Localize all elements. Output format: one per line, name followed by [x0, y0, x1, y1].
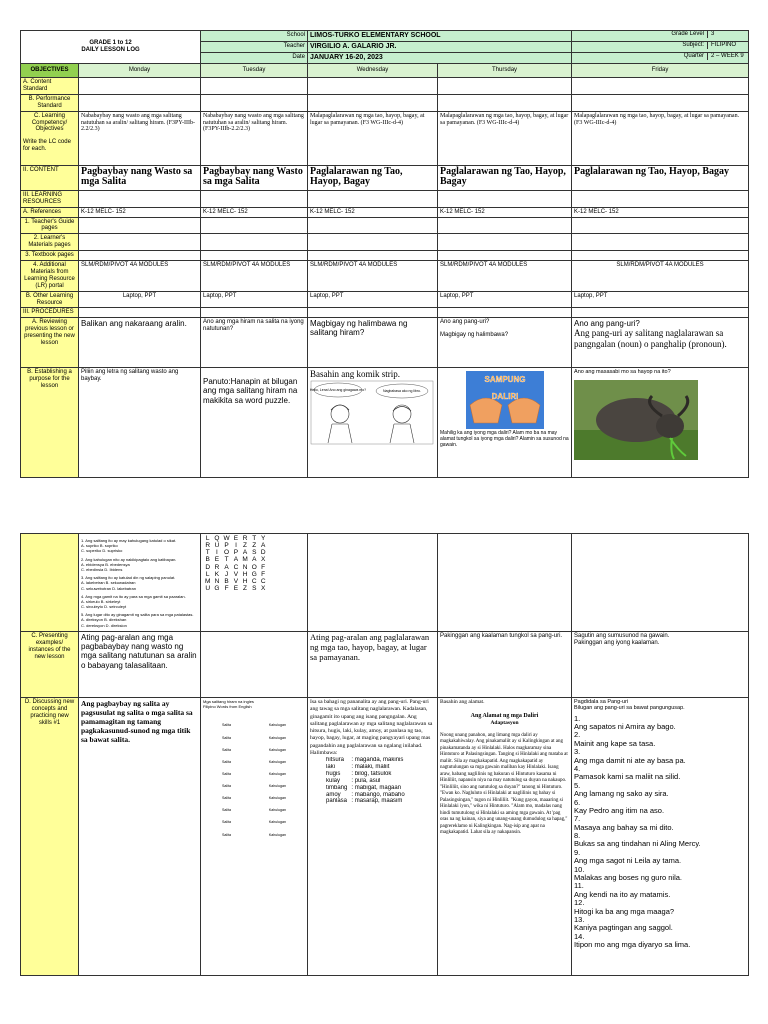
quiz-line: 2. Ang kahulugan nito ay nakikipagtalo ang katibayan.: [81, 556, 177, 562]
loanword-term: Salita: [221, 820, 231, 825]
grade-level-label: Grade Level: [671, 31, 705, 37]
quiz-line: 4. Ang mga gamit na ito ay para sa mga gamit sa paaralan.: [81, 593, 186, 599]
quiz-line: A. lakebetran B. sekuwadatran: [81, 580, 136, 586]
day-tuesday: Tuesday: [201, 64, 308, 78]
puzzle-letter[interactable]: W: [223, 535, 230, 542]
spelling-quiz: [79, 534, 201, 632]
loanword-row: [203, 808, 305, 812]
puzzle-letter[interactable]: P: [233, 549, 239, 557]
sampung-daliri-cover: [466, 371, 544, 429]
item-sentence: Masaya ang bahay sa mi dito.: [574, 822, 674, 832]
puzzle-letter[interactable]: R: [205, 542, 211, 550]
quiz-list: [81, 538, 198, 628]
lesson-log-table-1: [20, 30, 749, 478]
example-category: panlasa: [326, 798, 348, 805]
presenting-wednesday: Ating pag-aralan ang paglalarawan ng mga tao, hayop, bagay, at lugar sa pamayanan.: [308, 632, 438, 698]
lc-thursday: Malapaglalarawan ng mga tao, hayop, bagay, at lugar sa pamayanan. (F3 WG-IIIc-d-4): [438, 111, 572, 165]
puzzle-letter[interactable]: N: [242, 563, 248, 571]
example-row: [324, 771, 407, 778]
item-sentence: Malakas ang boses ng guro nila.: [574, 873, 682, 883]
date-value: JANUARY 16-20, 2023: [308, 53, 572, 64]
quiz-line: 1. Ang salitang ito ay may kahulugang katulad o sikat.: [81, 538, 177, 543]
content-label: II. CONTENT: [21, 165, 79, 190]
puzzle-letter[interactable]: G: [214, 584, 220, 592]
modules-friday: SLM/RDM/PIVOT 4A MODULES: [572, 261, 749, 292]
procedures-label: III. PROCEDURES: [21, 308, 79, 318]
item-sentence: Ang kendi na ito ay matamis.: [574, 889, 671, 899]
word-puzzle: [203, 535, 268, 592]
tuesday-instruction: Panuto:Hanapin at bilugan ang mga salitang hiram na makikita sa word puzzle.: [203, 377, 298, 405]
puzzle-letter[interactable]: Z: [243, 584, 248, 592]
presenting-thursday: Pakinggan ang kaalaman tungkol sa pang-uri.: [438, 632, 572, 698]
content-wednesday: Paglalarawan ng Tao, Hayop, Bagay: [308, 165, 438, 190]
alamat-title: Ang Alamat ng mga Daliri: [470, 713, 539, 720]
example-row: [324, 778, 407, 785]
loanword-meaning: Kahulugan: [268, 771, 287, 776]
example-category: kulay: [326, 777, 341, 784]
quarter-label: Quarter: [683, 53, 705, 60]
content-friday: Paglalarawan ng Tao, Hayop, Bagay: [572, 165, 749, 190]
discussing-monday: Ang pagbaybay ng salita ay pagsusulat ng salita o mga salita sa pamamagitan ng tamang pagkakasunud-sunod ng mga titik sa bawat salita.: [79, 698, 201, 976]
puzzle-letter[interactable]: Z: [243, 542, 248, 550]
references-friday: K-12 MELC- 152: [572, 207, 749, 217]
day-wednesday: Wednesday: [308, 64, 438, 78]
item-number: 14.: [574, 931, 585, 941]
puzzle-letter[interactable]: D: [205, 563, 211, 571]
carabao-head: [656, 414, 684, 438]
loanword-term: Salita: [221, 771, 231, 776]
puzzle-letter[interactable]: B: [205, 556, 210, 564]
discussing-tuesday: [201, 698, 308, 976]
item-number: 5.: [574, 780, 581, 790]
establishing-tuesday: [201, 368, 308, 478]
loanword-row: [203, 723, 305, 727]
loanword-term: Salita: [221, 759, 231, 764]
example-category: laki: [326, 764, 336, 771]
puzzle-letter[interactable]: E: [233, 535, 239, 542]
laptop-monday: Laptop, PPT: [79, 291, 201, 308]
quiz-line: C. soperiko D. suprisko: [81, 548, 123, 554]
loanword-meaning: Kahulugan: [268, 735, 287, 740]
item-sentence: Kaniya pagtingan ang saggol.: [574, 923, 673, 933]
lc-friday: Malapaglalarawan ng mga tao, hayop, bagay, at lugar sa pamayanan. (F3 WG-IIIc-d-4): [572, 111, 749, 165]
thursday-question-1: Ano ang pang-uri?: [440, 319, 490, 326]
laptop-wednesday: Laptop, PPT: [308, 291, 438, 308]
presenting-label: C. Presenting examples/ instances of the new lesson: [21, 632, 79, 698]
day-friday: Friday: [572, 64, 749, 78]
example-row: [324, 757, 407, 764]
modules-tuesday: SLM/RDM/PIVOT 4A MODULES: [201, 261, 308, 292]
loanword-subtitle: Filipino Words from English: [203, 704, 252, 710]
thursday-question-2: Magbigay ng halimbawa?: [440, 332, 509, 339]
item-number: 3.: [574, 747, 581, 757]
content-thursday: Paglalarawan ng Tao, Hayop, Bagay: [438, 165, 572, 190]
loanword-meaning: Kahulugan: [268, 723, 287, 728]
puzzle-letter[interactable]: D: [260, 549, 266, 557]
establishing-friday: [572, 368, 749, 478]
friday-prompt: Ano ang masasabi mo sa hayop na ito?: [574, 369, 671, 376]
establishing-label: B. Establishing a purpose for the lesson: [21, 368, 79, 478]
puzzle-letter[interactable]: M: [205, 577, 211, 585]
friday-exercise-instruction: Bilugan ang pang-uri sa bawat pangungusap.: [574, 705, 685, 712]
example-row: [324, 785, 407, 792]
quiz-line: 3. Ang salitang ito ay katulad din ng salaping panulat.: [81, 575, 176, 581]
puzzle-letter[interactable]: H: [242, 570, 248, 578]
puzzle-letter[interactable]: Y: [260, 535, 266, 542]
bubble-2-text: Nagbabasa ako ng libro.: [383, 388, 421, 393]
quiz-line: A. ebidensya B. ebedensya: [81, 561, 130, 567]
puzzle-letter[interactable]: S: [252, 549, 257, 557]
puzzle-letter[interactable]: R: [242, 535, 248, 542]
puzzle-letter[interactable]: Z: [252, 542, 257, 550]
references-tuesday: K-12 MELC- 152: [201, 207, 308, 217]
friday-exercise-title: Pagdidala sa Pang-uri: [574, 699, 629, 705]
lc-wednesday: Malapaglalarawan ng mga tao, hayop, bagay, at lugar sa pamayanan. (F3 WG-IIIc-d-4): [308, 111, 438, 165]
puzzle-letter[interactable]: T: [205, 549, 210, 557]
content-tuesday: Pagbaybay nang Wasto sa mga Salita: [201, 165, 308, 190]
alamat-story: Noong unang panahon, ang limang mga daliri ay magkakahiwalay. Ang pinakamaliit ay si Kalingkingan at ang pinakamatanda ay si Hinlalaki. Halos magkaramay sina Hintuturo at Palasingsingan. Tanging si Hinlalaki ang mataba at maliit. Sila ay magkakapatid. Ang magkakapatid ay nagtutulungan sa mga gawain maliban kay Hinlalaki. Isang araw, habang naglilinis ng bakuran si Hintuturo kasama ni Hinliliit, napansin niya na may natutulog sa duyan na nakaupo. "Hinliliit, sino ang natutulog sa duyan?" tanong ni Hintuturo. "Ewan ko. Nagluluto si Hinlalaki at naglilinis ng bahay si Palasingsingan," tugon ni Hinliliit. "Kung gayon, maaaring si Hinlalaki iyon," wika ni Hintuturo. "Alam mo, madalas nang hindi tumutulong si Hinlalaki sa aming mga gawain. At 'pag oras na ng kainan, siya ang unang-unang dumudulog sa hapag," pagrereklamo ni Kalingkingan. Nag-isip ang apat na magkakapatid. Lahat sila ay nakapansin.: [440, 732, 568, 836]
puzzle-letter[interactable]: C: [260, 577, 266, 585]
puzzle-letter[interactable]: V: [233, 577, 239, 585]
item-sentence: Itipon mo ang mga diyaryo sa lima.: [574, 940, 691, 950]
example-category: amoy: [326, 791, 341, 798]
quarter-cell: [572, 53, 749, 64]
item-number: 9.: [574, 847, 581, 857]
establishing-monday: Piliin ang letra ng salitang wasto ang baybay.: [79, 368, 201, 478]
item-number: 2.: [574, 730, 581, 740]
reviewing-friday: [572, 318, 749, 368]
lc-title: C. Learning Competency/ Objectives: [31, 112, 68, 133]
puzzle-letter[interactable]: C: [251, 577, 257, 585]
tg-pages-label: 1. Teacher's Guide pages: [21, 217, 79, 234]
quiz-line: 5. Ang lugar dito ay ginagamit ng salita para sa mga patalastas.: [81, 612, 194, 618]
puzzle-letter[interactable]: I: [216, 549, 218, 557]
learning-resources-label: III. LEARNING RESOURCES: [21, 190, 79, 207]
reviewing-monday: Balikan ang nakaraang aralin.: [79, 318, 201, 368]
reviewing-wednesday: Magbigay ng halimbawa ng salitang hiram?: [308, 318, 438, 368]
date-label: Date: [201, 53, 308, 64]
establishing-thursday: [438, 368, 572, 478]
references-label: A. References: [21, 207, 79, 217]
references-thursday: K-12 MELC- 152: [438, 207, 572, 217]
subject-label: Subject:: [682, 42, 705, 49]
lm-pages-label: 2. Learner's Materials pages: [21, 234, 79, 251]
item-number: 8.: [574, 831, 581, 841]
comic-strip-image: [310, 380, 434, 445]
establishing-wednesday: [308, 368, 438, 478]
performance-standard-label: B. Performance Standard: [21, 94, 79, 111]
example-category: timbang: [326, 784, 348, 791]
presenting-friday: [572, 632, 749, 698]
item-number: 10.: [574, 864, 585, 874]
quiz-line: C. ebedinsia D. Ibidens: [81, 566, 123, 572]
textbook-pages-label: 3. Textbook pages: [21, 251, 79, 261]
loanword-term: Salita: [221, 747, 231, 752]
laptop-friday: Laptop, PPT: [572, 291, 749, 308]
discussing-label: D. Discussing new concepts and practicing new skills #1: [21, 698, 79, 976]
quiz-line: A. direksyon B. direkshan: [81, 617, 127, 623]
loanword-term: Salita: [221, 832, 231, 837]
modules-thursday: SLM/RDM/PIVOT 4A MODULES: [438, 261, 572, 292]
item-number: 11.: [574, 881, 584, 891]
puzzle-row: [203, 564, 268, 571]
alamat-intro: Basahin ang alamat.: [440, 699, 485, 705]
loanword-meaning: Kahulugan: [268, 759, 287, 764]
modules-wednesday: SLM/RDM/PIVOT 4A MODULES: [308, 261, 438, 292]
item-sentence: Pamasok kami sa maliit na silid.: [574, 772, 681, 782]
alamat-adaptation: Adaptasyon: [490, 720, 519, 727]
lesson-log-page-2: [20, 533, 748, 977]
loanword-term: Salita: [221, 784, 231, 788]
puzzle-letter[interactable]: C: [233, 563, 239, 571]
puzzle-letter[interactable]: X: [260, 584, 266, 592]
additional-materials-label: 4. Additional Materials from Learning Resource (LR) portal: [21, 261, 79, 292]
friday-question: Ano ang pang-uri?: [574, 319, 640, 329]
day-monday: Monday: [79, 64, 201, 78]
content-monday: Pagbaybay nang Wasto sa mga Salita: [79, 165, 201, 190]
loanword-row: [203, 796, 305, 800]
content-standard-label: A. Content Standard: [21, 78, 79, 95]
puzzle-letter[interactable]: I: [235, 542, 237, 550]
teacher-value: VIRGILIO A. GALARIO JR.: [308, 42, 572, 53]
references-wednesday: K-12 MELC- 152: [308, 207, 438, 217]
puzzle-letter[interactable]: O: [251, 563, 257, 571]
puzzle-letter[interactable]: T: [252, 535, 257, 542]
puzzle-letter[interactable]: N: [214, 577, 220, 585]
other-resources-label: B. Other Learning Resource: [21, 291, 79, 308]
item-number: 6.: [574, 797, 581, 807]
loanword-list: [203, 723, 305, 836]
example-row: [324, 798, 407, 805]
puzzle-letter[interactable]: F: [224, 584, 229, 592]
lc-tuesday: Nababaybay nang wasto ang mga salitang natutuhan sa aralin/ salitang hiram. (F3PY-IIIb-2.2/2.3): [201, 111, 308, 165]
puzzle-letter[interactable]: F: [261, 563, 266, 571]
puzzle-letter[interactable]: T: [224, 556, 229, 564]
discussing-friday: [572, 698, 749, 976]
example-words: : bilog, tatsulok: [351, 770, 392, 777]
friday-exercise-items: [574, 715, 746, 950]
loanword-term: Salita: [221, 796, 231, 801]
puzzle-letter[interactable]: J: [224, 570, 229, 578]
puzzle-letter[interactable]: A: [233, 556, 239, 564]
loanword-row: [203, 784, 305, 788]
subject-value: FILIPINO: [707, 42, 736, 49]
quiz-line: C. sirculeyto D. seirculeyt: [81, 604, 127, 610]
puzzle-letter[interactable]: V: [233, 570, 239, 578]
references-monday: K-12 MELC- 152: [79, 207, 201, 217]
reviewing-label: A. Reviewing previous lesson or presenting the new lesson: [21, 318, 79, 368]
reviewing-tuesday: Ano ang mga hiram na salita na iyong natutunan?: [201, 318, 308, 368]
example-row: [324, 792, 407, 799]
example-category: hitsura: [326, 757, 345, 764]
quiz-line: A. supriko B. sopriko: [81, 543, 118, 549]
example-row: [324, 764, 407, 771]
puzzle-row: [203, 585, 268, 592]
puzzle-row: [203, 542, 268, 549]
laptop-thursday: Laptop, PPT: [438, 291, 572, 308]
puzzle-letter[interactable]: E: [214, 556, 220, 564]
subject-cell: [572, 42, 749, 53]
loanword-meaning: Kahulugan: [268, 747, 287, 752]
loanword-meaning: Kahulugan: [268, 808, 287, 813]
item-sentence: Ang mga sagot ni Leila ay tama.: [574, 856, 682, 866]
example-words: : malaki, maliit: [351, 764, 390, 771]
puzzle-letter[interactable]: P: [224, 542, 229, 550]
puzzle-letter[interactable]: G: [251, 570, 257, 578]
cover-title-1: SAMPUNG: [484, 375, 525, 385]
loanword-row: [203, 736, 305, 740]
loanword-meaning: Kahulugan: [268, 784, 287, 788]
example-words: : mabigat, magaan: [351, 784, 402, 791]
puzzle-letter[interactable]: A: [260, 542, 266, 550]
item-sentence: Ang lamang ng sako ay sira.: [574, 789, 669, 799]
puzzle-letter[interactable]: A: [224, 563, 229, 571]
cover-title-2: DALIRI: [491, 392, 518, 402]
loanword-row: [203, 820, 305, 824]
puzzle-letter[interactable]: A: [242, 549, 248, 557]
puzzle-letter[interactable]: U: [214, 542, 220, 550]
carabao-photo: [574, 380, 698, 460]
item-sentence: Mainit ang kape sa tasa.: [574, 738, 656, 748]
friday-task-2: Pakinggan ang iyong kaalaman.: [574, 639, 660, 646]
item-number: 1.: [574, 713, 581, 723]
lesson-log-page-1: [20, 30, 748, 472]
pang-uri-intro: Isa sa bahagi ng pananalita ay ang pang-uri. Pang-uri ang tawag sa mga salitang naglalarawan. Kadalasan, ginagamit ito upang ang isang pangngalan. Ang salitang paglalarawan ay mga salitang naglalarawan sa hitsura, hugis, laki, kulay, amoy, at panlasa ng tao, hayop, bagay, lugar, at maging pangyayari upang mas pagandahin ang paglalarawan sa ngalang inilahad. Halimbawa:: [310, 699, 433, 756]
puzzle-letter[interactable]: A: [252, 556, 257, 564]
example-category: hugis: [326, 770, 341, 777]
modules-monday: SLM/RDM/PIVOT 4A MODULES: [79, 261, 201, 292]
puzzle-letter[interactable]: H: [242, 577, 248, 585]
quiz-line: C. sekuwebotran D. lakebatran: [81, 585, 136, 591]
item-number: 4.: [574, 763, 581, 773]
item-sentence: Ang sapatos ni Amira ay bago.: [574, 722, 676, 732]
loanword-meaning: Kahulugan: [268, 832, 287, 837]
item-sentence: Hitogi ka ba ang mga maaga?: [574, 906, 675, 916]
puzzle-letter[interactable]: U: [205, 584, 211, 592]
school-label: School: [201, 31, 308, 42]
item-number: 7.: [574, 814, 581, 824]
puzzle-row: [203, 571, 268, 578]
puzzle-letter[interactable]: F: [261, 570, 266, 578]
bubble-1-text: Hello, Lena! Ano ang ginagawa mo?: [310, 387, 367, 392]
word-puzzle-cell: [201, 534, 308, 632]
reviewing-thursday: [438, 318, 572, 368]
presenting-monday: Ating pag-aralan ang mga pagbabaybay nang wasto ng mga salitang natutunan sa aralin o babayang talasalitaan.: [79, 632, 201, 698]
puzzle-letter[interactable]: Q: [214, 535, 220, 542]
day-thursday: Thursday: [438, 64, 572, 78]
puzzle-letter[interactable]: M: [242, 556, 248, 564]
loanword-row: [203, 748, 305, 752]
loanword-row: [203, 760, 305, 764]
item-sentence: Ang mga damit ni ate ay basa pa.: [574, 755, 686, 765]
loanword-row: [203, 833, 305, 837]
puzzle-row: [203, 578, 268, 585]
example-words: : maganda, makinis: [351, 757, 404, 764]
item-sentence: Bukas sa ang tindahan ni Aling Mercy.: [574, 839, 701, 849]
puzzle-letter[interactable]: R: [214, 563, 220, 571]
friday-definition: Ang pang-uri ay salitang naglalarawan sa pangngalan (noun) o panghalip (pronoun).: [574, 328, 727, 350]
example-words: : masarap, maasim: [351, 798, 403, 805]
item-number: 13.: [574, 915, 585, 924]
puzzle-row: [203, 556, 268, 563]
boy-head: [393, 405, 411, 423]
grade-title: GRADE 1 to 12: [89, 40, 132, 47]
laptop-tuesday: Laptop, PPT: [201, 291, 308, 308]
objectives-heading: OBJECTIVES: [21, 64, 79, 78]
loanword-term: Salita: [221, 723, 231, 728]
comic-instruction: Basahin ang komik strip.: [310, 369, 401, 380]
teacher-label: Teacher: [201, 42, 308, 53]
quiz-line: A. sirkeulo B. sirkeleyt: [81, 598, 121, 604]
learning-competency-label: [21, 111, 79, 165]
grade-level-cell: [572, 31, 749, 42]
puzzle-letter[interactable]: O: [224, 549, 230, 557]
lesson-log-table-2: [20, 533, 749, 976]
lc-note: Write the LC code for each.: [23, 139, 71, 153]
puzzle-letter[interactable]: L: [205, 535, 210, 542]
school-value: LIMOS-TURKO ELEMENTARY SCHOOL: [308, 31, 572, 42]
example-words: : pula, asul: [351, 777, 381, 784]
puzzle-row: [203, 535, 268, 542]
loanword-row: [203, 772, 305, 776]
friday-task-1: Sagutin ang sumusunod na gawain.: [574, 633, 670, 639]
quarter-value: 2 – WEEK 9: [707, 53, 744, 60]
thursday-prompt: Mahilig ka ang iyong mga daliri? Alam mo ba na may alamat tungkol sa iyong mga daliri? Alamin sa susunod na gawain.: [440, 430, 569, 448]
quiz-line: C. dereksyon D. direksion: [81, 622, 127, 628]
puzzle-letter[interactable]: B: [224, 577, 229, 585]
puzzle-letter[interactable]: X: [260, 556, 266, 564]
discussing-thursday: [438, 698, 572, 976]
lc-monday: Nababaybay nang wasto ang mga salitang natutuhan sa aralin/ salitang hiram. (F3PY-IIIb-2.2/2.3): [79, 111, 201, 165]
discussing-wednesday: [308, 698, 438, 976]
example-words: : mabango, mabaho: [351, 791, 405, 798]
pang-uri-examples: [324, 757, 407, 805]
item-number: 12.: [574, 898, 585, 908]
loanword-title: Mga salitang hiram na ingles: [203, 699, 254, 704]
puzzle-letter[interactable]: L: [205, 570, 210, 578]
puzzle-letter[interactable]: S: [252, 584, 257, 592]
puzzle-letter[interactable]: K: [214, 570, 220, 578]
loanword-meaning: Kahulugan: [268, 820, 287, 825]
loanword-meaning: Kahulugan: [268, 796, 287, 801]
log-title: DAILY LESSON LOG: [81, 47, 140, 54]
log-title-cell: [21, 31, 201, 64]
puzzle-letter[interactable]: E: [233, 584, 239, 592]
grade-level-value: 3: [707, 31, 714, 38]
puzzle-row: [203, 549, 268, 556]
loanword-term: Salita: [221, 808, 231, 813]
item-sentence: Kay Pedro ang itim na aso.: [574, 805, 665, 815]
loanword-term: Salita: [221, 735, 231, 740]
